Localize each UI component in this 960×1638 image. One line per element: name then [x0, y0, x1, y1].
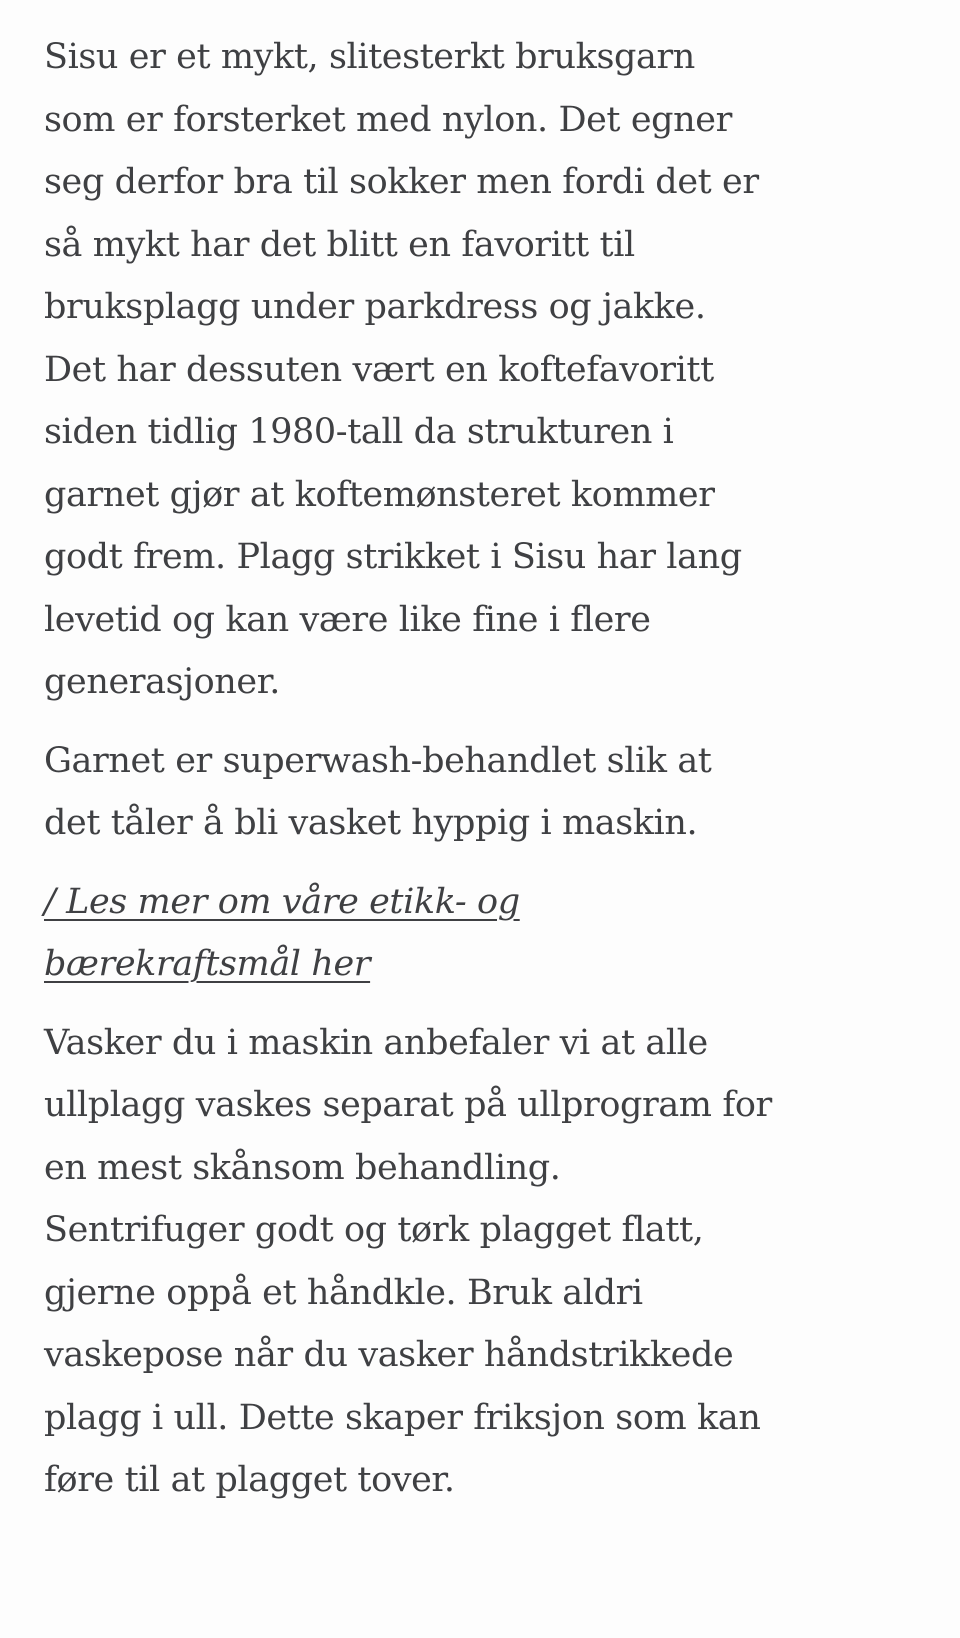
ethics-sustainability-link[interactable]	[44, 871, 920, 996]
ethics-link-container	[44, 871, 920, 996]
text-line: så mykt har det blitt en favoritt til	[44, 224, 635, 265]
text-line: vaskepose når du vasker håndstrikkede	[44, 1335, 734, 1375]
text-line: siden tidlig 1980-tall da strukturen i	[44, 412, 674, 452]
text-line: generasjoner.	[44, 662, 280, 702]
description-paragraph-intro	[44, 26, 920, 714]
text-line: en mest skånsom behandling.	[44, 1147, 561, 1188]
description-paragraph-superwash	[44, 730, 920, 855]
text-line: Sentrifuger godt og tørk plagget flatt,	[44, 1210, 704, 1250]
text-line: plagg i ull. Dette skaper friksjon som kan	[44, 1397, 761, 1438]
link-line[interactable]: / Les mer om våre etikk- og	[44, 881, 520, 922]
text-line: det tåler å bli vasket hyppig i maskin.	[44, 803, 698, 843]
text-line: levetid og kan være like fine i flere	[44, 599, 651, 640]
link-line[interactable]: bærekraftsmål her	[44, 944, 371, 984]
text-line: Garnet er superwash-behandlet slik at	[44, 740, 712, 781]
text-line: seg derfor bra til sokker men fordi det er	[44, 162, 759, 202]
text-line: Sisu er et mykt, slitesterkt bruksgarn	[44, 37, 695, 77]
description-paragraph-washing	[44, 1012, 920, 1512]
text-line: som er forsterket med nylon. Det egner	[44, 99, 732, 140]
text-line: godt frem. Plagg strikket i Sisu har lang	[44, 537, 742, 577]
text-line: Vasker du i maskin anbefaler vi at alle	[44, 1022, 708, 1063]
text-line: garnet gjør at koftemønsteret kommer	[44, 474, 715, 515]
text-line: Det har dessuten vært en koftefavoritt	[44, 349, 714, 390]
text-line: bruksplagg under parkdress og jakke.	[44, 287, 706, 327]
text-line: gjerne oppå et håndkle. Bruk aldri	[44, 1272, 643, 1313]
text-line: føre til at plagget tover.	[44, 1460, 455, 1500]
text-line: ullplagg vaskes separat på ullprogram for	[44, 1085, 772, 1125]
